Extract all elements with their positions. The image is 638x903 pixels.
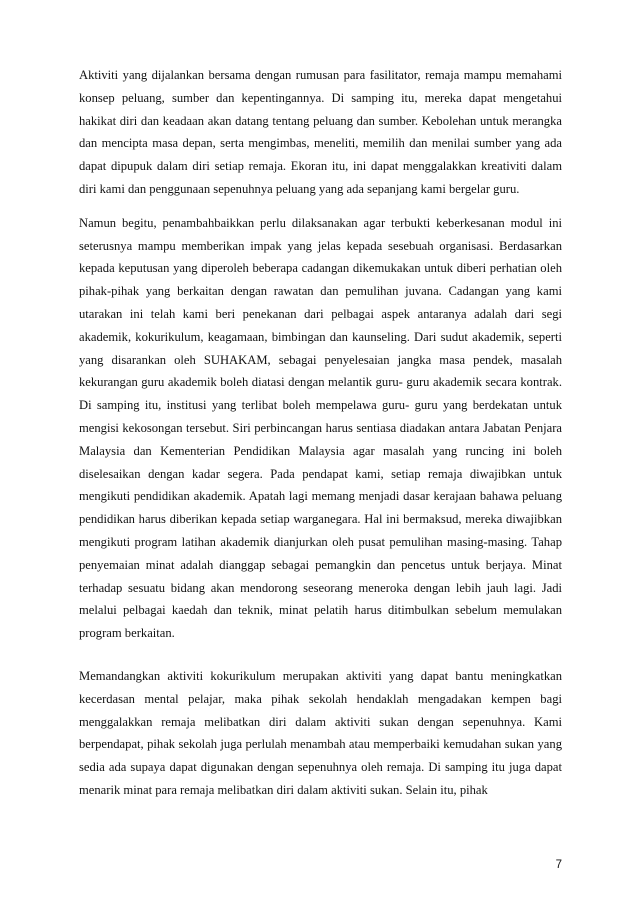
page-number: 7 — [555, 859, 562, 871]
paragraph-1: Aktiviti yang dijalankan bersama dengan rumusan para fasilitator, remaja mampu memahami konsep peluang, sumber dan kepentingannya. Di samping itu, mereka dapat mengetahui hakikat diri dan keadaan akan datang tentang peluang dan sumber. Kebolehan untuk merangka dan mencipta masa depan, serta mengimbas, meneliti, memilih dan menilai sumber yang ada dapat dipupuk dalam diri setiap remaja. Ekoran itu, ini dapat menggalakkan kreativiti dalam diri kami dan penggunaan sepenuhnya peluang yang ada sepanjang kami bergelar guru. — [79, 68, 562, 196]
paragraph-2: Namun begitu, penambahbaikkan perlu dilaksanakan agar terbukti keberkesanan modul ini seterusnya mampu memberikan impak yang jelas kepada sesebuah organisasi. Berdasarkan kepada keputusan yang diperoleh beberapa cadangan dikemukakan untuk diberi perhatian oleh pihak-pihak yang berkaitan dengan rawatan dan pemulihan juvana. Cadangan yang kami utarakan ini telah kami beri penekanan dari pelbagai aspek antaranya adalah dari segi akademik, kokurikulum, keagamaan, bimbingan dan kaunseling. Dari sudut akademik, seperti yang disarankan oleh SUHAKAM, sebagai penyelesaian jangka masa pendek, masalah kekurangan guru akademik boleh diatasi dengan melantik guru- guru akademik secara kontrak. Di samping itu, institusi yang terlibat boleh mempelawa guru- guru yang berdekatan untuk mengisi kekosongan tersebut. Siri perbincangan harus sentiasa diadakan antara Jabatan Penjara Malaysia dan Kementerian Pendidikan Malaysia agar masalah yang runcing ini boleh diselesaikan dengan kadar segera. Pada pendapat kami, setiap remaja diwajibkan untuk mengikuti pendidikan akademik. Apatah lagi memang menjadi dasar kerajaan bahawa peluang pendidikan harus diberikan kepada setiap warganegara. Hal ini bermaksud, mereka diwajibkan mengikuti program latihan akademik dianjurkan oleh pusat pemulihan masing-masing. Tahap penyemaian minat adalah dianggap sebagai pemangkin dan pencetus untuk berjaya. Minat terhadap sesuatu bidang akan mendorong seseorang meneroka dengan lebih jauh lagi. Jadi melalui pelbagai kaedah dan teknik, minat pelatih harus ditimbulkan sebelum memulakan program berkaitan. — [79, 215, 562, 641]
paragraph-3: Memandangkan aktiviti kokurikulum merupakan aktiviti yang dapat bantu meningkatkan kecerdasan mental pelajar, maka pihak sekolah hendaklah mengadakan kempen bagi menggalakkan remaja melibatkan diri dalam aktiviti sukan dengan sepenuhnya. Kami berpendapat, pihak sekolah juga perlulah menambah atau memperbaiki kemudahan sukan yang sedia ada supaya dapat digunakan dengan sepenuhnya oleh remaja. Di samping itu juga dapat menarik minat para remaja melibatkan diri dalam aktiviti sukan. Selain itu, pihak — [79, 668, 562, 797]
body-text — [79, 64, 562, 802]
